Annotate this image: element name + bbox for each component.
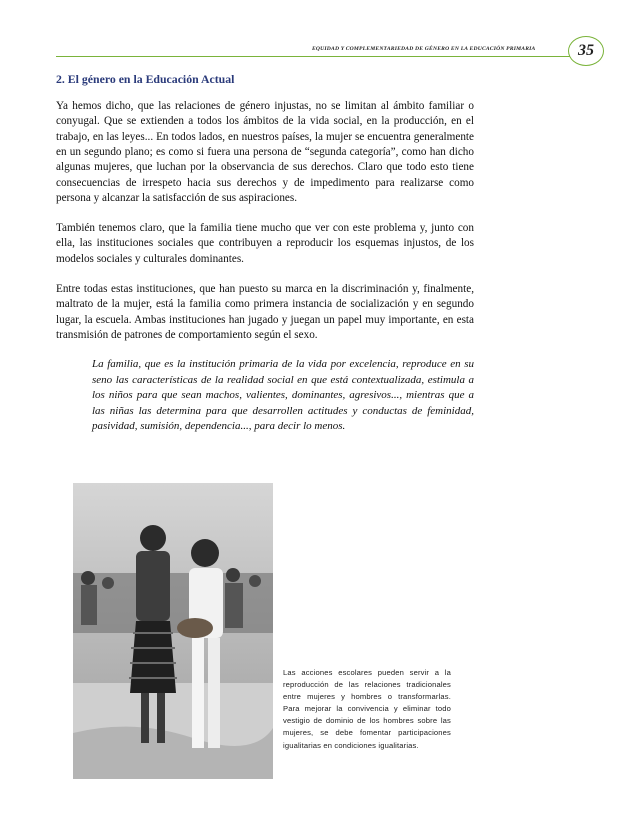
photo-illustration xyxy=(73,483,273,779)
photo-children xyxy=(73,483,273,779)
page-number-badge xyxy=(568,36,604,66)
paragraph-3: Entre todas estas instituciones, que han puesto su marca en la discriminación y, finalmente, maltrato de la mujer, está la familia como primera instancia de socialización y en segundo lugar, la escuela. Ambas instituciones han jugado y juegan un papel muy importante, en esta transmisión de patrones de comportamiento según el sexo. xyxy=(56,283,474,342)
section-heading: 2. El género en la Educación Actual xyxy=(56,72,235,86)
block-quote: La familia, que es la institución primaria de la vida por excelencia, reproduce en su seno las características de la realidad social en que está contextualizada, estimula a los niños para que sean machos, valientes, dominantes, agresivos..., mientras que a las niñas las determina para que desarrollen actitudes y conductas de feminidad, pasividad, sumisión, dependencia..., para decir lo menos. xyxy=(92,358,474,433)
photo-caption: Las acciones escolares pueden servir a la reproducción de las relaciones tradicionales entre mujeres y hombres o transformarlas. Para mejorar la convivencia y eliminar todo vestigio de dominio de los hombres sobre las mujeres, se debe fomentar participaciones igualitarias en condiciones igualitarias. xyxy=(283,668,451,750)
page-number: 35 xyxy=(578,42,594,59)
paragraph-2: También tenemos claro, que la familia tiene mucho que ver con este problema y, junto con ella, las instituciones sociales que contribuyen a reproducir los esquemas injustos, de los modelos sociales y culturales dominantes. xyxy=(56,222,474,265)
paragraph-1: Ya hemos dicho, que las relaciones de género injustas, no se limitan al ámbito familiar o conyugal. Que se extienden a todos los ámbitos de la vida social, en la producción, en el trabajo, en las leyes... En todos lados, en nuestros países, la mujer se encuentra generalmente en un segundo plano; es como si fuera una persona de “segunda categoría”, como han dicho algunas mujeres, que luchan por la observancia de sus derechos. Claro que todo esto tiene consecuencias de irrespeto hacia sus derechos y de impedimento para realizarse como persona y alcanzar la satisfacción de sus aspiraciones. xyxy=(56,100,474,205)
running-header: EQUIDAD Y COMPLEMENTARIEDAD DE GÉNERO EN LA EDUCACIÓN PRIMARIA xyxy=(312,46,536,52)
header-rule xyxy=(56,56,570,57)
